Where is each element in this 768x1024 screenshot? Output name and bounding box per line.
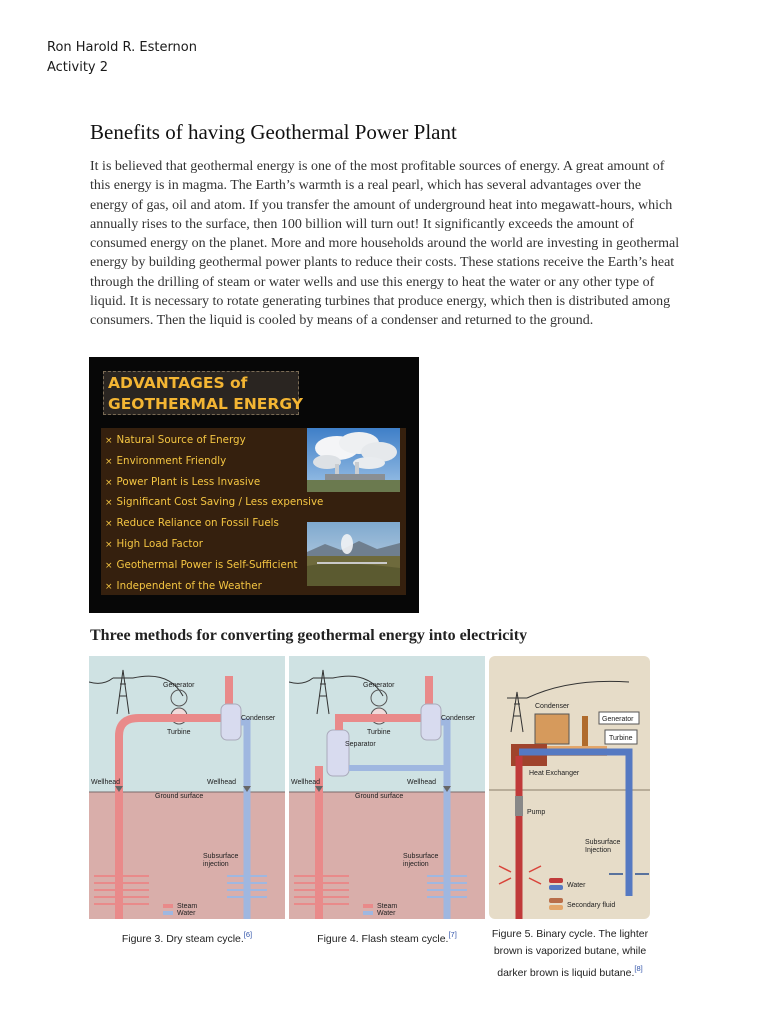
binary-cycle-diagram [489,656,650,919]
advantage-item [105,555,323,576]
label-subsurface: Subsurface [403,853,439,860]
advantage-item [105,472,323,493]
legend-water: Water [567,882,586,889]
bullet-icon: × [105,519,113,530]
dry-steam-diagram [89,656,285,919]
label-injection: injection [403,861,429,868]
bullet-icon: × [105,539,113,550]
advantage-item-text: Independent of the Weather [116,579,262,592]
advantage-item-text: Reduce Reliance on Fossil Fuels [116,517,279,530]
ref-flash-link[interactable]: [7] [448,930,457,939]
advantage-item [105,513,323,534]
ref-dry-link[interactable]: [6] [243,930,253,939]
label-generator: Generator [163,682,195,689]
advantage-item-text: Environment Friendly [116,454,227,467]
body-paragraph: It is believed that geothermal energy is one of the most profitable sources of energy. A great amount of this energy is in magma. The Earth’s warmth is a real pearl, which has several advantages over the energy of gas, oil and atom. If you transfer the amount of underground heat into megawatt-hours, which annually rises to the surface, then 100 billion will turn out! It significantly exceeds the amount of consumed energy on the planet. More and more households around the world are investing in geothermal energy by building geothermal power plants to reduce their costs. These stations receive the Earth’s heat through the drilling of steam or water wells and use this energy to heat the water or any other type of liquid. It is necessary to rotate generating turbines that produce energy, which then is distributed among consumers. Then the liquid is cooled by means of a condenser and returned to the ground. [90,159,680,329]
label-separator: Separator [345,741,376,748]
legend-water: Water [177,910,196,917]
caption-dry-text: Figure 3. Dry steam cycle. [121,933,244,945]
label-turbine: Turbine [167,729,191,736]
caption-binary-line2: brown is vaporized butane, while [493,945,647,957]
bullet-icon: × [105,456,113,467]
label-turbine: Turbine [367,729,391,736]
advantage-item-text: Power Plant is Less Invasive [116,475,261,488]
label-subsurface: Subsurface [585,839,621,846]
label-injection: injection [203,861,229,868]
advantage-item-text: Natural Source of Energy [116,434,246,446]
advantage-item [105,451,323,472]
advantages-title-line2: GEOTHERMAL ENERGY [108,395,303,413]
ref-binary-link[interactable]: [8] [634,964,643,973]
caption-binary-cycle [480,926,660,982]
caption-flash-steam [289,926,485,948]
methods-title: Three methods for converting geothermal energy into electricity [90,627,528,644]
caption-binary-line3: darker brown is liquid butane. [497,967,635,979]
advantages-list [105,430,323,596]
label-wellhead-right: Wellhead [207,779,237,786]
label-condenser: Condenser [535,703,570,710]
figure-dry-steam [89,656,285,919]
author-name: Ron Harold R. Esternon [47,40,197,55]
advantage-item-text: Significant Cost Saving / Less expensive [116,496,324,509]
bullet-icon: × [105,560,113,571]
label-wellhead-right: Wellhead [407,779,437,786]
caption-flash-text: Figure 4. Flash steam cycle. [317,933,449,945]
label-heat-exchanger: Heat Exchanger [529,770,580,777]
flash-steam-diagram [289,656,485,919]
advantage-item-text: Geothermal Power is Self-Sufficient [116,558,298,571]
legend-water: Water [377,910,396,917]
label-ground-surface: Ground surface [155,793,204,800]
advantage-item-text: High Load Factor [116,537,203,550]
label-turbine: Turbine [609,735,633,742]
author-block [47,38,197,78]
bullet-icon: × [105,436,113,446]
advantages-slide [89,357,419,613]
advantages-title-line1: ADVANTAGES of [108,374,248,392]
bullet-icon: × [105,498,113,509]
bullet-icon: × [105,477,113,488]
label-wellhead-left: Wellhead [291,779,321,786]
caption-binary-line1: Figure 5. Binary cycle. The lighter [491,928,649,940]
label-pump: Pump [527,809,546,816]
figure-flash-steam [289,656,485,919]
label-condenser: Condenser [441,715,476,722]
figure-binary-cycle [489,656,650,919]
legend-steam: Steam [177,903,198,910]
caption-dry-steam [89,926,285,948]
legend-steam: Steam [377,903,398,910]
label-injection: Injection [585,847,612,854]
power-plant-photo [307,428,400,492]
advantage-item [105,576,323,597]
bullet-icon: × [105,581,113,592]
label-wellhead-left: Wellhead [91,779,121,786]
advantages-title [103,371,303,415]
label-condenser: Condenser [241,715,276,722]
label-generator: Generator [602,716,634,723]
label-ground-surface: Ground surface [355,793,404,800]
advantage-item [105,492,323,513]
geothermal-field-photo [307,522,400,586]
label-subsurface: Subsurface [203,853,239,860]
advantage-item [105,534,323,555]
document-title: Benefits of having Geothermal Power Plant [90,120,457,144]
advantage-item [105,430,323,451]
activity-label: Activity 2 [47,60,109,75]
legend-secondary-fluid: Secondary fluid [567,902,616,909]
label-generator: Generator [363,682,395,689]
